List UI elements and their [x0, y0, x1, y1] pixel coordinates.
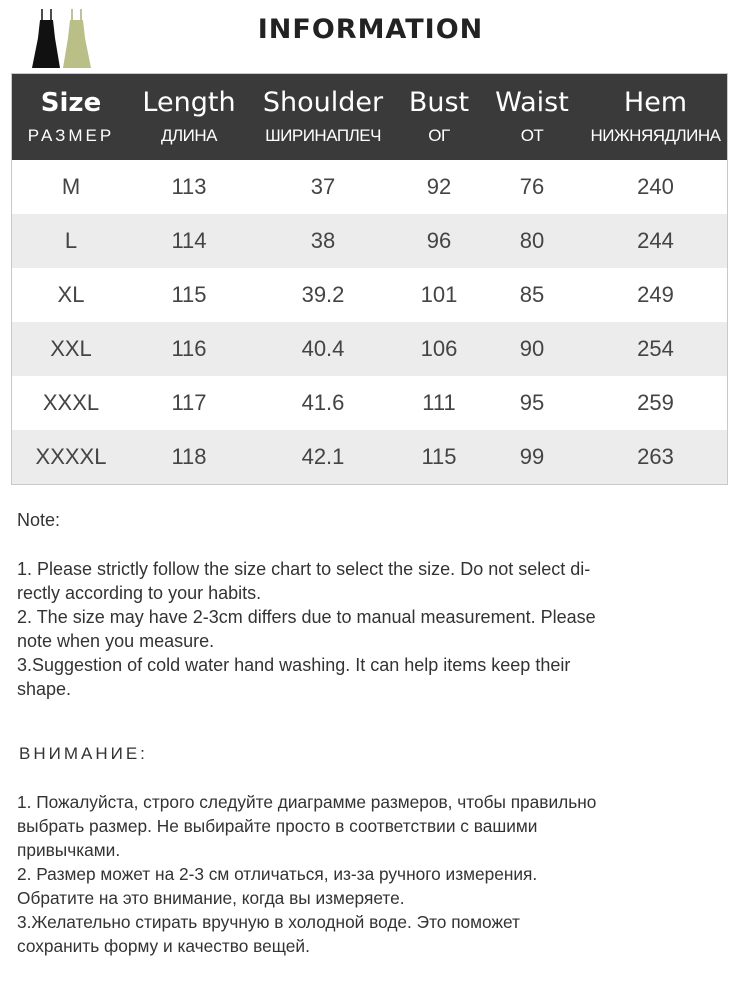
hem-cell: 254 — [637, 336, 674, 361]
page-title: INFORMATION — [257, 14, 484, 45]
notes-section — [17, 510, 722, 958]
attention-heading: ВНИМАНИЕ: — [19, 744, 148, 763]
bust-cell: 96 — [426, 228, 452, 253]
attention-line: 3.Желательно стирать вручную в холодной воде. Это поможет — [17, 912, 520, 932]
waist-cell: 85 — [519, 282, 545, 307]
bust-cell: 115 — [421, 444, 457, 469]
table-row — [12, 214, 727, 268]
shoulder-cell: 37 — [310, 174, 336, 199]
shoulder-cell: 42.1 — [301, 444, 345, 469]
table-row — [12, 160, 727, 214]
column-label-en: Hem — [623, 87, 688, 118]
size-cell: XXXL — [42, 390, 100, 415]
bust-cell: 106 — [420, 336, 458, 361]
hem-cell: 244 — [637, 228, 674, 253]
size-cell: XL — [57, 282, 85, 307]
size-chart-table — [11, 73, 728, 485]
column-label-ru: ДЛИНА — [160, 126, 217, 145]
column-header-hem — [584, 74, 727, 160]
column-header-size — [12, 74, 130, 160]
attention-line: сохранить форму и качество вещей. — [17, 936, 310, 956]
size-cell: L — [64, 228, 78, 253]
bust-cell: 92 — [426, 174, 452, 199]
waist-cell: 95 — [519, 390, 545, 415]
table-header — [12, 74, 727, 160]
length-cell: 116 — [171, 336, 207, 361]
column-label-en: Bust — [408, 87, 470, 118]
column-header-shoulder — [248, 74, 398, 160]
table-row — [12, 430, 727, 484]
shoulder-cell: 38 — [310, 228, 336, 253]
hem-cell: 249 — [637, 282, 674, 307]
column-label-ru: ОГ — [428, 126, 450, 145]
size-cell: M — [61, 174, 81, 199]
attention-line: 1. Пожалуйста, строго следуйте диаграмме размеров, чтобы правильно — [17, 792, 597, 812]
length-cell: 115 — [171, 282, 207, 307]
bust-cell: 111 — [422, 390, 456, 415]
column-label-ru: ШИРИНАПЛЕЧ — [265, 126, 381, 145]
waist-cell: 80 — [519, 228, 545, 253]
table-row — [12, 268, 727, 322]
shoulder-cell: 40.4 — [301, 336, 345, 361]
column-label-en: Length — [142, 87, 236, 118]
column-header-waist — [480, 74, 584, 160]
attention-line: выбрать размер. Не выбирайте просто в соответствии с вашими — [17, 816, 538, 836]
note-heading: Note: — [17, 510, 61, 530]
hem-cell: 240 — [637, 174, 674, 199]
length-cell: 114 — [171, 228, 207, 253]
column-label-ru: НИЖНЯЯДЛИНА — [590, 126, 721, 145]
shoulder-cell: 39.2 — [301, 282, 345, 307]
note-line: note when you measure. — [17, 631, 215, 651]
waist-cell: 99 — [519, 444, 545, 469]
column-header-bust — [398, 74, 480, 160]
bust-cell: 101 — [420, 282, 458, 307]
note-line: rectly according to your habits. — [17, 583, 262, 603]
hem-cell: 263 — [637, 444, 674, 469]
attention-line: 2. Размер может на 2-3 см отличаться, из-за ручного измерения. — [17, 864, 538, 884]
waist-cell: 76 — [519, 174, 545, 199]
column-label-ru: РАЗМЕР — [27, 126, 115, 145]
waist-cell: 90 — [519, 336, 545, 361]
column-label-en: Shoulder — [262, 87, 384, 118]
size-cell: XXXXL — [35, 444, 107, 469]
table-row — [12, 376, 727, 430]
column-label-ru: ОТ — [520, 126, 544, 145]
length-cell: 118 — [171, 444, 207, 469]
table-row — [12, 322, 727, 376]
hem-cell: 259 — [637, 390, 674, 415]
column-label-en: Size — [40, 88, 102, 118]
note-line: 2. The size may have 2-3cm differs due to manual measurement. Please — [17, 607, 596, 627]
length-cell: 117 — [171, 390, 207, 415]
note-line: 1. Please strictly follow the size chart to select the size. Do not select di- — [17, 559, 591, 579]
column-header-length — [130, 74, 248, 160]
length-cell: 113 — [171, 174, 207, 199]
attention-line: Обратите на это внимание, когда вы измеряете. — [17, 888, 405, 908]
note-line: shape. — [17, 679, 72, 699]
attention-line: привычками. — [17, 840, 121, 860]
column-label-en: Waist — [495, 87, 569, 118]
size-cell: XXL — [50, 336, 92, 361]
note-line: 3.Suggestion of cold water hand washing. It can help items keep their — [17, 655, 571, 675]
shoulder-cell: 41.6 — [301, 390, 345, 415]
